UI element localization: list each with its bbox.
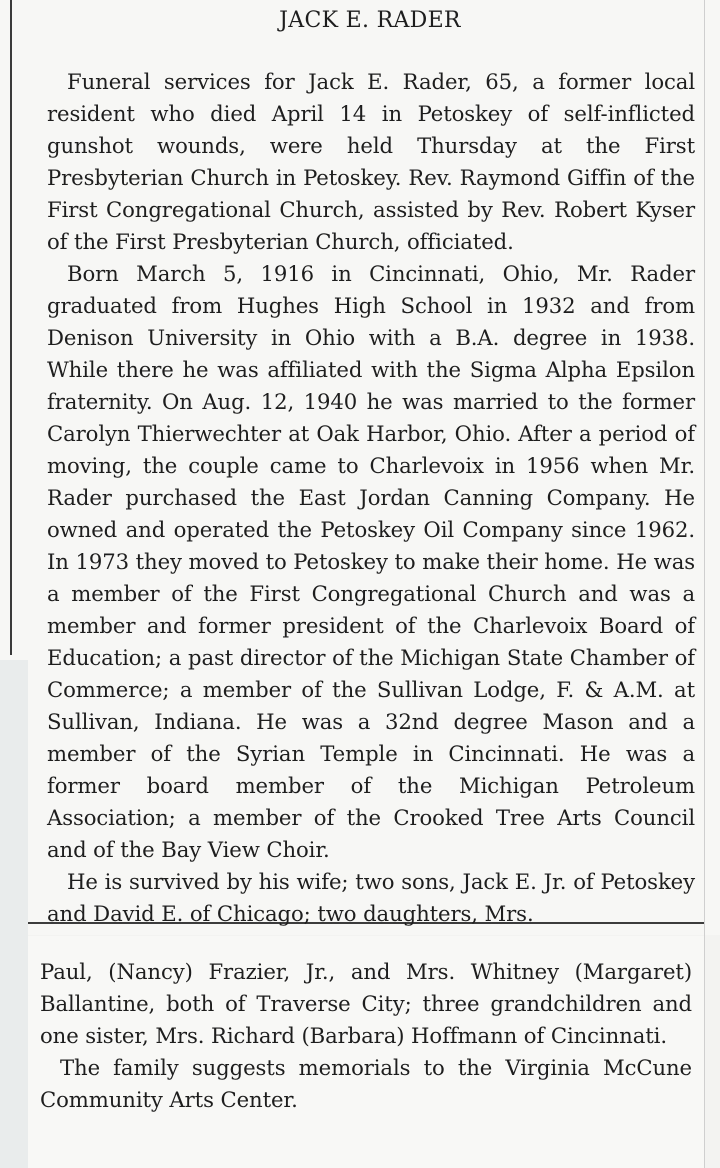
column-rule-right bbox=[704, 0, 705, 1168]
obituary-body-bottom bbox=[40, 956, 692, 1116]
paragraph-survivors-continued: Paul, (Nancy) Frazier, Jr., and Mrs. Whitney (Margaret) Ballantine, both of Traverse City; three grandchildren and one sister, Mrs. Richard (Barbara) Hoffmann of Cincinnati. bbox=[40, 959, 692, 1048]
paragraph-memorials: The family suggests memorials to the Virginia McCune Community Arts Center. bbox=[40, 1055, 692, 1112]
column-rule-left bbox=[10, 0, 12, 655]
paragraph-funeral-services: Funeral services for Jack E. Rader, 65, a former local resident who died April 14 in Petoskey of self-inflicted gunshot wounds, were held Thursday at the First Presbyterian Church in Petoskey. Rev. Raymond Giffin of the First Congregational Church, assisted by Rev. Robert Kyser of the First Presbyterian Church, officiated. bbox=[47, 69, 695, 254]
obituary-body-top bbox=[47, 66, 695, 930]
paragraph-biography: Born March 5, 1916 in Cincinnati, Ohio, Mr. Rader graduated from Hughes High School in 1932 and from Denison University in Ohio with a B.A. degree in 1938. While there he was affiliated with the Sigma Alpha Epsilon fraternity. On Aug. 12, 1940 he was married to the former Carolyn Thierwechter at Oak Harbor, Ohio. After a period of moving, the couple came to Charlevoix in 1956 when Mr. Rader purchased the East Jordan Canning Company. He owned and operated the Petoskey Oil Company since 1962. In 1973 they moved to Petoskey to make their home. He was a member of the First Congregational Church and was a member and former president of the Charlevoix Board of Education; a past director of the Michigan State Chamber of Commerce; a member of the Sullivan Lodge, F. & A.M. at Sullivan, Indiana. He was a 32nd degree Mason and a member of the Syrian Temple in Cincinnati. He was a former board member of the Michigan Petroleum Association; a member of the Crooked Tree Arts Council and of the Bay View Choir. bbox=[47, 261, 695, 862]
paragraph-survivors: He is survived by his wife; two sons, Jack E. Jr. of Petoskey and David E. of Chicago; two daughters, Mrs. bbox=[47, 869, 695, 926]
scan-margin bbox=[0, 660, 28, 1168]
obituary-headline: JACK E. RADER bbox=[279, 8, 461, 33]
